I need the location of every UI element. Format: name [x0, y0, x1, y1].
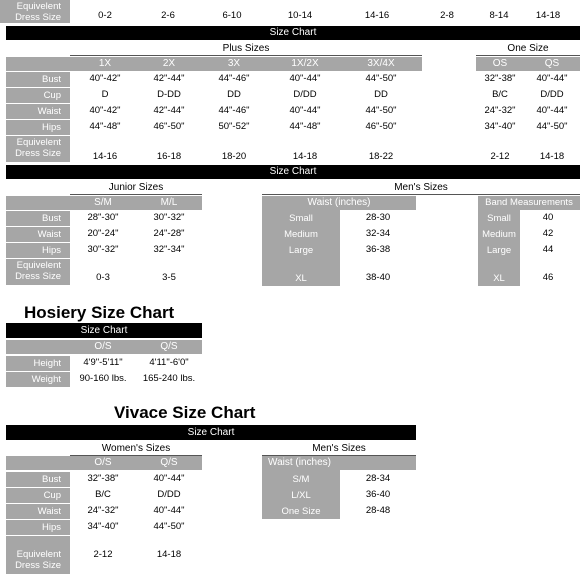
plus-cell: 44"-48"	[89, 121, 121, 132]
one-size-cell: 2-12	[490, 151, 510, 162]
hosiery-cell: 165-240 lbs.	[142, 373, 196, 384]
top-dress-size-value: 6-10	[222, 10, 242, 21]
junior-cell: 20"-24"	[87, 228, 119, 239]
one-size-header: OS	[476, 57, 524, 71]
plus-cell: 44"-50"	[365, 105, 397, 116]
mens-waist-cell: 32-34	[365, 228, 391, 239]
vivace-title: Vivace Size Chart	[114, 403, 256, 422]
plus-cell: 42"-44"	[153, 105, 185, 116]
hosiery-header: Q/S	[136, 340, 202, 354]
size-chart-bar: Size Chart	[6, 26, 580, 40]
hosiery-row-label: Weight	[6, 372, 70, 387]
junior-cell: 32"-34"	[153, 244, 185, 255]
vivace-womens-cell: 14-18	[156, 549, 182, 560]
vivace-row-label: Bust	[6, 472, 70, 487]
plus-header: 1X/2X	[270, 57, 340, 71]
plus-cell: 44"-46"	[218, 73, 250, 84]
vivace-mens-cell: 28-34	[365, 473, 391, 484]
junior-cell: 0-3	[96, 272, 110, 283]
vivace-mens-size-label: L/XL	[291, 490, 311, 501]
junior-sizes-title: Junior Sizes	[70, 181, 202, 195]
mens-band-size-label: XL	[493, 273, 505, 284]
mens-band-cell: 40	[542, 212, 554, 223]
one-size-cell: 24"-32"	[484, 105, 516, 116]
vivace-womens-cell: D/DD	[157, 489, 181, 500]
plus-cell: 46"-50"	[153, 121, 185, 132]
plus-cell: D	[101, 89, 109, 100]
plus-cell: 46"-50"	[365, 121, 397, 132]
junior-cell: 28"-30"	[87, 212, 119, 223]
vivace-womens-cell: 2-12	[93, 549, 113, 560]
mens-band-cell: 42	[542, 228, 554, 239]
plus-cell: 50"-52"	[218, 121, 250, 132]
plus-cell: 40"-44"	[289, 73, 321, 84]
top-dress-size-value: 2-8	[440, 10, 454, 21]
plus-cell: 44"-48"	[289, 121, 321, 132]
hosiery-corner	[6, 340, 70, 354]
plus-cell: 40"-42"	[89, 73, 121, 84]
junior-corner	[6, 196, 70, 210]
one-size-cell: D/DD	[540, 89, 564, 100]
mens-band-size-label: Large	[486, 245, 512, 256]
top-dress-size-value: 0-2	[98, 10, 112, 21]
vivace-label-spacer	[6, 536, 70, 548]
one-size-cell: 32"-38"	[484, 73, 516, 84]
top-dress-size-value: 8-14	[489, 10, 509, 21]
one-size-cell: 44"-50"	[536, 121, 568, 132]
size-chart-bar: Size Chart	[6, 165, 580, 179]
hosiery-title: Hosiery Size Chart	[24, 303, 175, 322]
vivace-row-label: Waist	[6, 504, 70, 519]
hosiery-cell: 4'9"-5'11"	[83, 357, 123, 368]
plus-cell: 14-18	[292, 151, 318, 162]
vivace-womens-cell: 44"-50"	[153, 521, 185, 532]
top-dress-size-value: 10-14	[287, 10, 313, 21]
plus-cell: 40"-44"	[289, 105, 321, 116]
junior-header: S/M	[70, 196, 136, 210]
mens-band-cell: 46	[542, 272, 554, 283]
plus-cell: 44"-46"	[218, 105, 250, 116]
plus-cell: DD	[374, 89, 388, 100]
mens-waist-size-label: Large	[288, 245, 314, 256]
mens-band-header: Band Measurements	[478, 196, 580, 210]
mens-band-size-label: Small	[487, 213, 511, 224]
junior-row-label: Waist	[6, 227, 70, 242]
plus-header: 1X	[70, 57, 140, 71]
one-size-cell: 34"-40"	[484, 121, 516, 132]
mens-waist-size-label: XL	[295, 273, 307, 284]
hosiery-cell: 90-160 lbs.	[79, 373, 127, 384]
plus-row-label: Equivelent Dress Size	[6, 136, 70, 162]
vivace-row-label: Equivelent Dress Size	[6, 548, 70, 574]
plus-row-label: Waist	[6, 104, 70, 119]
vivace-size-chart-bar: Size Chart	[6, 425, 416, 440]
vivace-mens-cell: 28-48	[365, 505, 391, 516]
plus-cell: 40"-42"	[89, 105, 121, 116]
top-dress-size-value: 2-6	[161, 10, 175, 21]
vivace-womens-cell: 32"-38"	[87, 473, 119, 484]
junior-row-label: Bust	[6, 211, 70, 226]
junior-cell: 30"-32"	[153, 212, 185, 223]
one-size-header: QS	[524, 57, 580, 71]
plus-cell: 44"-50"	[365, 73, 397, 84]
junior-row-label: Hips	[6, 243, 70, 258]
top-dress-size-value: 14-16	[364, 10, 390, 21]
plus-cell: 42"-44"	[153, 73, 185, 84]
plus-header: 2X	[140, 57, 198, 71]
plus-header: 3X/4X	[340, 57, 422, 71]
plus-cell: DD	[227, 89, 241, 100]
one-size-cell: 40"-44"	[536, 105, 568, 116]
vivace-mens-cell: 36-40	[365, 489, 391, 500]
plus-corner	[6, 57, 70, 71]
plus-cell: 18-22	[368, 151, 394, 162]
one-size-cell: 14-18	[539, 151, 565, 162]
plus-header: 3X	[198, 57, 270, 71]
vivace-mens-header: Waist (inches)	[262, 456, 416, 470]
vivace-womens-title: Women's Sizes	[70, 442, 202, 456]
plus-cell: D-DD	[157, 89, 181, 100]
junior-cell: 3-5	[162, 272, 176, 283]
mens-waist-size-label: Medium	[284, 229, 318, 240]
hosiery-header: O/S	[70, 340, 136, 354]
plus-row-label: Cup	[6, 88, 70, 103]
plus-row-label: Hips	[6, 120, 70, 135]
vivace-corner	[6, 456, 70, 470]
junior-header: M/L	[136, 196, 202, 210]
vivace-row-label: Hips	[6, 520, 70, 535]
junior-row-label: Equivelent Dress Size	[6, 259, 70, 285]
vivace-womens-cell: 24"-32"	[87, 505, 119, 516]
one-size-cell: B/C	[492, 89, 508, 100]
plus-row-label: Bust	[6, 72, 70, 87]
hosiery-size-chart-bar: Size Chart	[6, 323, 202, 338]
plus-cell: D/DD	[293, 89, 317, 100]
vivace-womens-cell: 34"-40"	[87, 521, 119, 532]
vivace-womens-cell: 40"-44"	[153, 473, 185, 484]
mens-waist-cell: 28-30	[365, 212, 391, 223]
plus-cell: 14-16	[92, 151, 118, 162]
junior-cell: 24"-28"	[153, 228, 185, 239]
vivace-row-label: Cup	[6, 488, 70, 503]
hosiery-cell: 4'11"-6'0"	[149, 357, 189, 368]
vivace-womens-header: Q/S	[136, 456, 202, 470]
vivace-mens-size-label: S/M	[292, 474, 310, 485]
vivace-mens-title: Men's Sizes	[262, 442, 416, 456]
vivace-womens-header: O/S	[70, 456, 136, 470]
vivace-womens-cell: 40"-44"	[153, 505, 185, 516]
mens-waist-cell: 38-40	[365, 272, 391, 283]
mens-band-size-label: Medium	[482, 229, 516, 240]
junior-cell: 30"-32"	[87, 244, 119, 255]
top-dress-size-label: Equivelent Dress Size	[0, 0, 70, 23]
one-size-cell: 40"-44"	[536, 73, 568, 84]
mens-waist-cell: 36-38	[365, 244, 391, 255]
vivace-womens-cell: B/C	[95, 489, 111, 500]
top-dress-size-value: 14-18	[535, 10, 561, 21]
vivace-mens-size-label: One Size	[281, 506, 321, 517]
mens-sizes-title: Men's Sizes	[262, 181, 580, 195]
plus-cell: 16-18	[156, 151, 182, 162]
plus-cell: 18-20	[221, 151, 247, 162]
hosiery-row-label: Height	[6, 356, 70, 371]
mens-waist-size-label: Small	[289, 213, 313, 224]
mens-band-cell: 44	[542, 244, 554, 255]
plus-sizes-title: Plus Sizes	[70, 42, 422, 56]
one-size-title: One Size	[476, 42, 580, 56]
mens-waist-header: Waist (inches)	[262, 196, 416, 210]
